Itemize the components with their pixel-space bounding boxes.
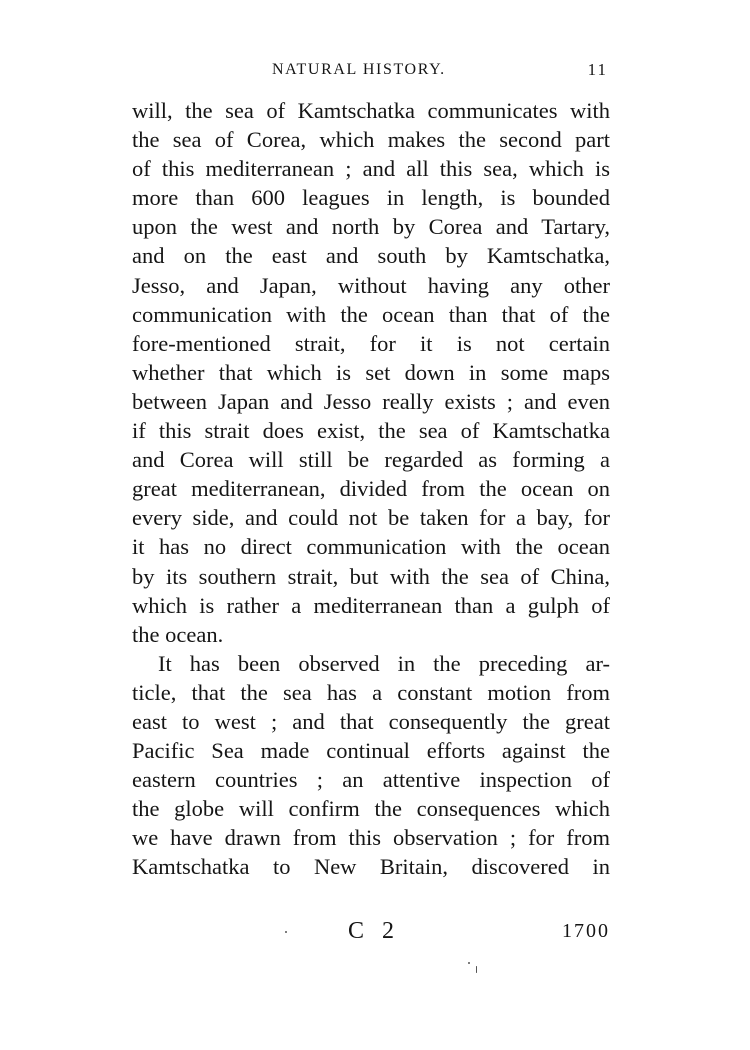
ink-speck <box>468 962 470 964</box>
signature-mark: C 2 <box>348 918 401 944</box>
text-line: the globe will confirm the consequences which <box>132 796 610 822</box>
text-line: which is rather a mediterranean than a gulph of <box>132 592 610 618</box>
text-line: east to west ; and that consequently the great <box>132 708 610 734</box>
text-line: and Corea will still be regarded as forming a <box>132 447 610 473</box>
text-line: Jesso, and Japan, without having any other <box>132 272 610 298</box>
text-line: ticle, that the sea has a constant motion from <box>132 679 610 705</box>
text-line: communication with the ocean than that of the <box>132 301 610 327</box>
text-line: more than 600 leagues in length, is bounded <box>132 185 610 211</box>
text-line: eastern countries ; an attentive inspection of <box>132 767 610 793</box>
paragraph-start-line: It has been observed in the preceding ar- <box>158 650 610 676</box>
text-line: will, the sea of Kamtschatka communicates with <box>132 98 610 123</box>
body-text <box>132 96 610 882</box>
ink-speck <box>285 931 287 933</box>
text-line: between Japan and Jesso really exists ; and even <box>132 388 610 414</box>
text-line: upon the west and north by Corea and Tartary, <box>132 214 610 240</box>
text-line: whether that which is set down in some maps <box>132 359 610 385</box>
text-line: every side, and could not be taken for a bay, for <box>132 505 610 531</box>
text-line: the sea of Corea, which makes the second part <box>132 127 610 153</box>
text-line: Pacific Sea made continual efforts against the <box>132 738 610 764</box>
text-line: fore-mentioned strait, for it is not certain <box>132 330 610 356</box>
ink-speck <box>476 966 477 973</box>
text-line: of this mediterranean ; and all this sea, which is <box>132 156 610 182</box>
text-line: it has no direct communication with the ocean <box>132 534 610 560</box>
catchword: 1700 <box>562 920 610 942</box>
page-number: 11 <box>587 60 608 79</box>
text-line: great mediterranean, divided from the ocean on <box>132 476 610 502</box>
running-title: NATURAL HISTORY. <box>272 61 446 78</box>
text-line: Kamtschatka to New Britain, discovered in <box>132 854 610 880</box>
text-line: and on the east and south by Kamtschatka, <box>132 243 610 269</box>
text-line: we have drawn from this observation ; for from <box>132 825 610 851</box>
running-head <box>134 56 608 84</box>
page-foot <box>134 916 610 946</box>
paragraph-end-line: the ocean. <box>132 621 224 647</box>
text-line: if this strait does exist, the sea of Kamtschatka <box>132 418 610 444</box>
text-line: by its southern strait, but with the sea of China, <box>132 563 610 589</box>
